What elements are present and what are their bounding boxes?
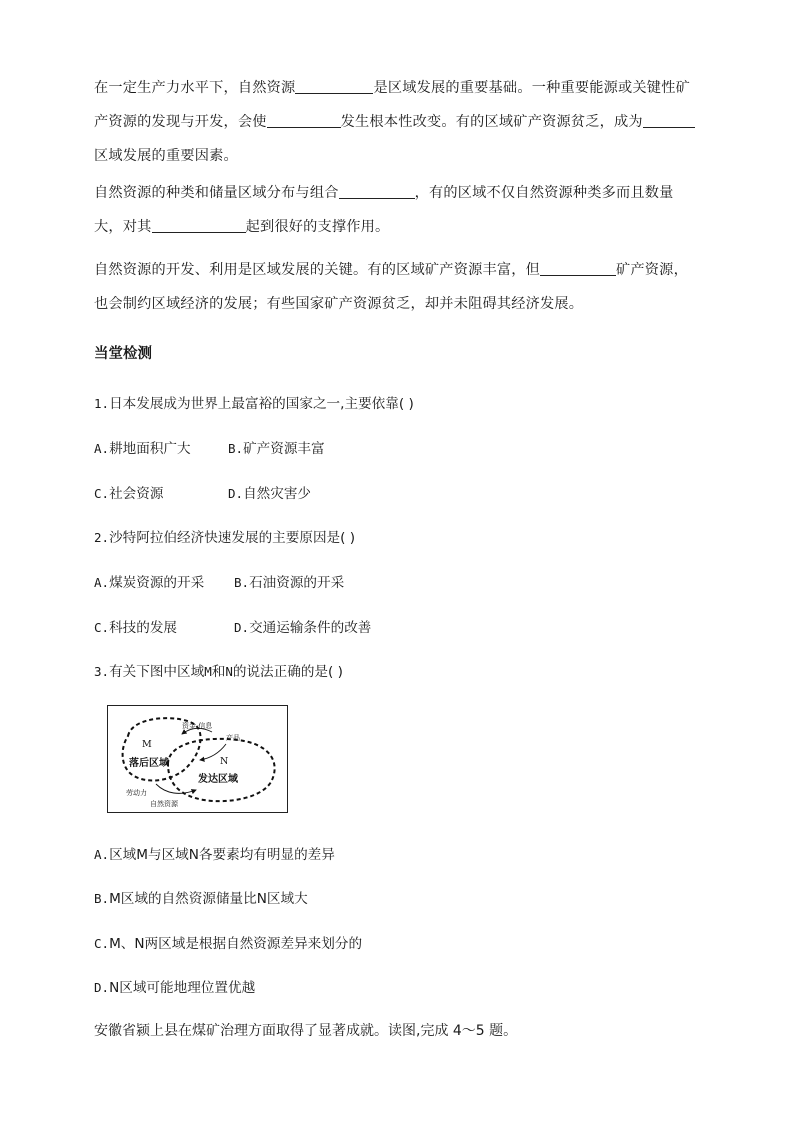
question-text: 沙特阿拉伯经济快速发展的主要原因是( ) — [109, 530, 356, 546]
products-label: 产品 — [226, 734, 240, 742]
option-text: 科技的发展 — [109, 620, 178, 636]
p2-text-1: 自然资源的种类和储量区域分布与组合 — [94, 185, 339, 201]
question-3-option-a[interactable] — [94, 843, 335, 863]
fill-in-paragraph-1 — [94, 71, 700, 173]
region-n-letter: N — [220, 756, 229, 767]
p1-text-2: 是区域发展的重要基础。一种重要能源或关键性矿产资源的发现与开发，会使 — [94, 80, 690, 130]
answer-blank-3[interactable] — [643, 111, 695, 128]
answer-blank-1[interactable] — [295, 77, 373, 94]
question-1-stem — [94, 392, 414, 412]
question-number: 2. — [94, 530, 110, 545]
option-text: N区域可能地理位置优越 — [109, 980, 256, 996]
region-m-ref: M — [204, 664, 212, 679]
question-3-stem — [94, 660, 343, 680]
option-letter: C. — [94, 486, 110, 501]
labor-resources-arrow — [156, 784, 196, 793]
p1-text-3: 发生根本性改变。有的区域矿产资源贫乏，成为 — [340, 114, 643, 130]
option-letter: D. — [94, 980, 110, 995]
question-text: 日本发展成为世界上最富裕的国家之一,主要依靠( ) — [109, 396, 414, 412]
question-text-b: 和 — [211, 664, 226, 680]
fill-in-paragraph-3 — [94, 253, 700, 321]
answer-blank-4[interactable] — [339, 182, 415, 199]
question-3-option-b[interactable] — [94, 887, 308, 907]
regions-diagram — [107, 705, 288, 813]
fill-in-paragraph-2 — [94, 176, 700, 244]
option-text: 煤炭资源的开采 — [109, 575, 205, 591]
question-2-option-c[interactable] — [94, 616, 177, 636]
p3-text-1: 自然资源的开发、利用是区域发展的关键。有的区域矿产资源丰富，但 — [94, 262, 541, 278]
region-m-letter: M — [142, 739, 152, 750]
question-1-option-a[interactable] — [94, 437, 191, 457]
option-text: 自然灾害少 — [243, 486, 312, 502]
option-text: 社会资源 — [109, 486, 164, 502]
question-1-option-d[interactable] — [228, 482, 311, 502]
question-text-a: 有关下图中区域 — [109, 664, 205, 680]
answer-blank-5[interactable] — [152, 216, 246, 233]
question-text-c: 的说法正确的是( ) — [232, 664, 343, 680]
option-letter: A. — [94, 847, 110, 862]
answer-blank-6[interactable] — [540, 259, 616, 276]
region-n-name: 发达区域 — [198, 774, 238, 785]
region-n-ref: N — [225, 664, 233, 679]
option-letter: B. — [94, 891, 110, 906]
option-letter: D. — [234, 620, 250, 635]
question-2-option-b[interactable] — [234, 571, 344, 591]
question-3-option-c[interactable] — [94, 932, 362, 952]
option-letter: A. — [94, 575, 110, 590]
p2-text-3: 起到很好的支撑作用。 — [245, 219, 390, 235]
option-text: 石油资源的开采 — [249, 575, 345, 591]
option-letter: C. — [94, 936, 110, 951]
p1-text-4: 区域发展的重要因素。 — [94, 148, 238, 164]
question-number: 3. — [94, 664, 110, 679]
option-letter: A. — [94, 441, 110, 456]
question-1-option-b[interactable] — [228, 437, 325, 457]
option-text: 交通运输条件的改善 — [249, 620, 372, 636]
question-2-option-d[interactable] — [234, 616, 371, 636]
labor-label: 劳动力 — [126, 789, 147, 797]
answer-blank-2[interactable] — [267, 111, 341, 128]
option-text: 耕地面积广大 — [109, 441, 191, 457]
p2-text-2: ，有的区域不仅自然资源种类多而且数量大，对其 — [94, 185, 674, 235]
option-text: M区域的自然资源储量比N区域大 — [109, 891, 308, 907]
question-number: 1. — [94, 396, 110, 411]
capital-info-label: 资金 信息 — [182, 722, 213, 730]
option-letter: B. — [234, 575, 250, 590]
section-title: 当堂检测 — [94, 346, 152, 362]
option-text: 矿产资源丰富 — [243, 441, 325, 457]
region-m-name: 落后区域 — [129, 758, 169, 769]
option-letter: D. — [228, 486, 244, 501]
question-2-option-a[interactable] — [94, 571, 204, 591]
p3-text-2: 矿产资源，也会制约区域经济的发展；有些国家矿产资源贫乏，却并未阻碍其经济发展。 — [94, 262, 688, 312]
option-text: M、N两区域是根据自然资源差异来划分的 — [109, 936, 363, 952]
p1-text-1: 在一定生产力水平下，自然资源 — [94, 80, 296, 96]
option-letter: C. — [94, 620, 110, 635]
question-2-stem — [94, 526, 355, 546]
resources-label: 自然资源 — [150, 800, 178, 808]
question-3-option-d[interactable] — [94, 976, 255, 996]
question-1-option-c[interactable] — [94, 482, 163, 502]
questions-4-5-intro: 安徽省颍上县在煤矿治理方面取得了显著成就。读图,完成 4～5 题。 — [94, 1023, 518, 1039]
option-letter: B. — [228, 441, 244, 456]
option-text: 区域M与区域N各要素均有明显的差异 — [109, 847, 335, 863]
